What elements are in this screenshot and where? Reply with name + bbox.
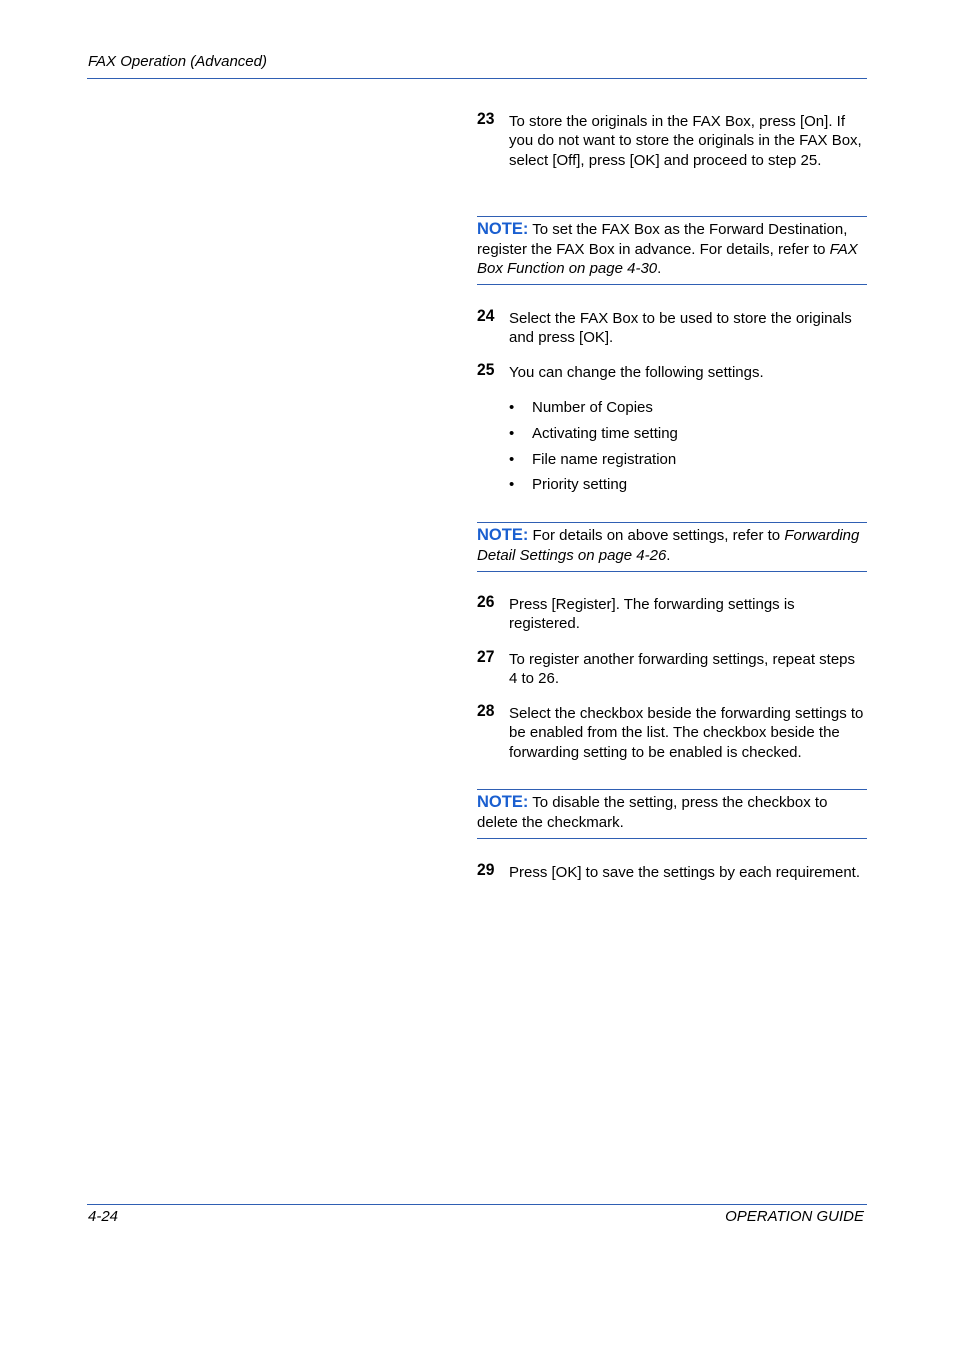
step-text: Press [OK] to save the settings by each requirement. [509,864,861,881]
note-disable-setting [477,789,867,839]
list-item [509,424,859,450]
list-item-label: File name registration [532,450,677,468]
list-item-label: Priority setting [532,476,628,494]
list-item-label: Number of Copies [532,399,653,416]
footer-rule [87,1204,867,1205]
step-28 [477,701,867,762]
step-29 [477,860,867,882]
step-number: 24 [477,306,495,325]
note-reference-link[interactable]: Forwarding Detail Settings on page 4-26 [477,527,860,564]
step-number: 23 [477,109,495,128]
step-text: Press [Register]. The forwarding settings is registered. [509,596,795,633]
step-number: 27 [477,647,495,666]
note-reference-link[interactable]: FAX Box Function on page 4-30 [477,240,858,277]
list-item-label: Activating time setting [532,424,678,442]
note-label: NOTE: [477,220,529,238]
step-number: 28 [477,701,495,720]
step-number: 25 [477,360,495,379]
step-25 [477,360,867,382]
list-item [509,475,859,501]
step-26 [477,592,867,634]
guide-title: OPERATION GUIDE [725,1208,864,1225]
step-27 [477,647,867,689]
step-text: You can change the following settings. [509,364,764,381]
step-text: To register another forwarding settings, repeat steps 4 to 26. [509,651,856,688]
step-number: 29 [477,860,495,879]
note-text: To disable the setting, press the checkbox to delete the checkmark. [477,794,828,831]
header-rule [87,78,867,79]
page-number: 4-24 [88,1208,119,1225]
settings-list [509,398,859,501]
bullet-icon: • [509,476,515,494]
note-text: For details on above settings, refer to [528,527,785,544]
note-end: . [657,260,662,277]
note-label: NOTE: [477,793,529,811]
step-text: Select the checkbox beside the forwarding settings to be enabled from the list. The checkbox beside the forwarding setting to be enabled is checked. [509,705,864,761]
note-label: NOTE: [477,526,529,544]
header-title: FAX Operation (Advanced) [88,53,267,70]
list-item [509,398,859,424]
note-fax-box [477,216,867,285]
step-number: 26 [477,592,495,611]
list-item [509,450,859,476]
bullet-icon: • [509,399,515,416]
step-23 [477,109,867,170]
step-24 [477,306,867,348]
bullet-icon: • [509,450,515,468]
bullet-icon: • [509,424,515,442]
note-forwarding-details [477,522,867,572]
note-text: To set the FAX Box as the Forward Destination, register the FAX Box in advance. For details, refer to [477,221,848,258]
step-text: Select the FAX Box to be used to store the originals and press [OK]. [509,310,852,347]
step-text: To store the originals in the FAX Box, press [On]. If you do not want to store the originals in the FAX Box, select [Off], press [OK] and proceed to step 25. [509,113,862,169]
note-end: . [666,546,671,564]
